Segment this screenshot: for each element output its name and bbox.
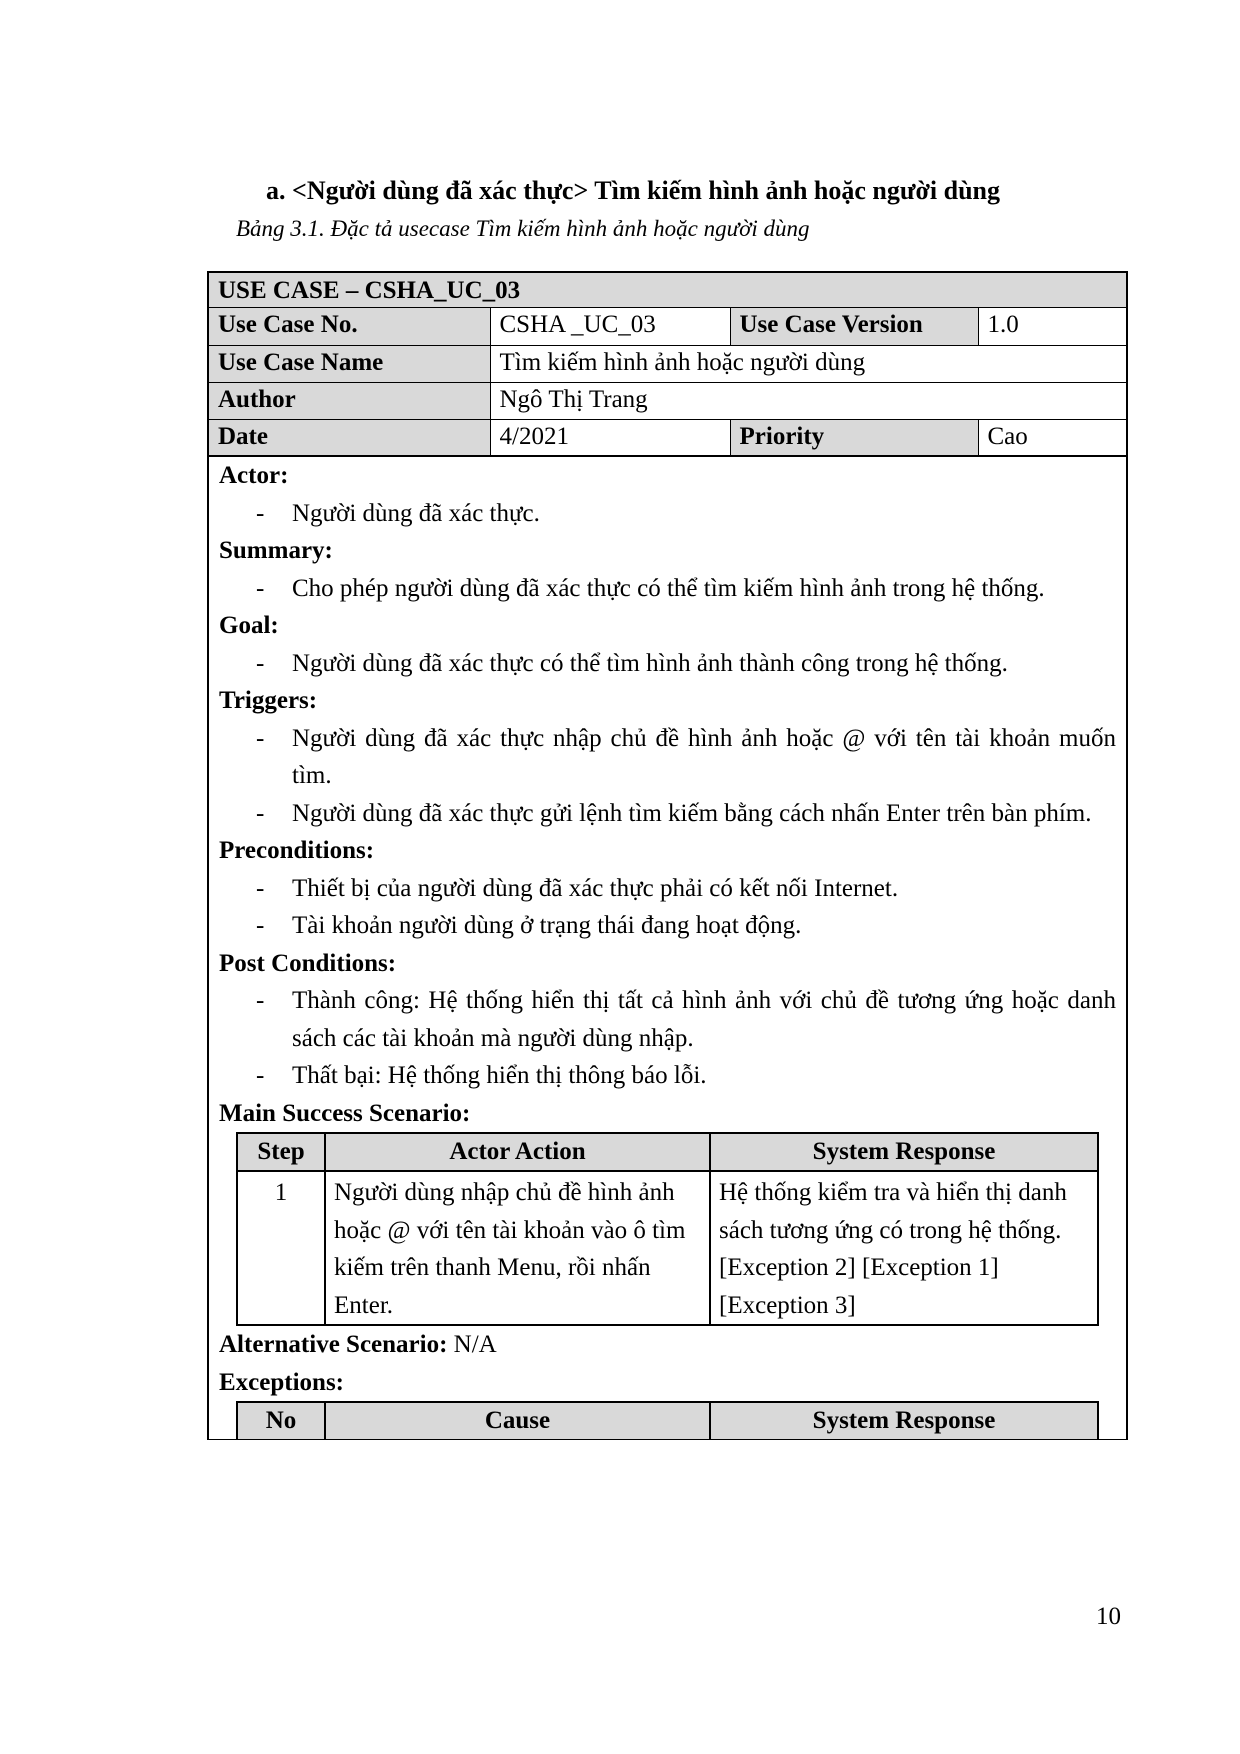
column-header: Step <box>237 1133 325 1171</box>
date-value: 4/2021 <box>490 419 730 456</box>
column-header: Cause <box>325 1402 710 1439</box>
column-header: System Response <box>710 1133 1098 1171</box>
use-case-body <box>209 457 1126 1439</box>
use-case-info-table <box>209 308 1126 457</box>
triggers-title: Triggers: <box>219 687 318 714</box>
system-response-text: Hệ thống kiểm tra và hiển thị danh sách tương ứng có trong hệ thống. <box>719 1179 1067 1244</box>
actor-action-cell: Người dùng nhập chủ đề hình ảnh hoặc @ với tên tài khoản vào ô tìm kiếm trên thanh Menu, rồi nhấn Enter. <box>325 1171 710 1325</box>
table-caption: Bảng 3.1. Đặc tả usecase Tìm kiếm hình ảnh hoặc người dùng <box>236 216 810 241</box>
list-item: - Thiết bị của người dùng đã xác thực phải có kết nối Internet. <box>219 870 1116 908</box>
goal-title: Goal: <box>219 612 279 639</box>
table-row <box>209 308 1126 345</box>
exceptions-table <box>236 1401 1099 1439</box>
page-number: 10 <box>1096 1603 1121 1630</box>
summary-list <box>219 570 1116 608</box>
goal-list <box>219 645 1116 683</box>
alternative-scenario <box>219 1326 1116 1364</box>
column-header: System Response <box>710 1402 1098 1439</box>
actor-title: Actor: <box>219 462 289 489</box>
use-case-version-value: 1.0 <box>978 308 1126 345</box>
post-conditions-title: Post Conditions: <box>219 949 397 977</box>
main-scenario-table <box>236 1132 1099 1326</box>
author-value: Ngô Thị Trang <box>490 382 1126 419</box>
alternative-label: Alternative Scenario: <box>219 1331 448 1358</box>
priority-label: Priority <box>730 419 978 456</box>
list-item: - Cho phép người dùng đã xác thực có thể tìm kiếm hình ảnh trong hệ thống. <box>219 570 1116 608</box>
table-header-row <box>237 1402 1098 1439</box>
list-item: - Tài khoản người dùng ở trạng thái đang hoạt động. <box>219 907 1116 945</box>
actor-list <box>219 495 1116 533</box>
table-header-row <box>237 1133 1098 1171</box>
column-header: No <box>237 1402 325 1439</box>
preconditions-list <box>219 870 1116 945</box>
column-header: Actor Action <box>325 1133 710 1171</box>
system-response-cell <box>710 1171 1098 1325</box>
step-cell: 1 <box>237 1171 325 1325</box>
list-item: - Thành công: Hệ thống hiển thị tất cả hình ảnh với chủ đề tương ứng hoặc danh sách các tài khoản mà người dùng nhập. <box>219 982 1116 1057</box>
table-row <box>209 419 1126 456</box>
summary-title: Summary: <box>219 537 333 564</box>
use-case-no-label: Use Case No. <box>209 308 490 345</box>
author-label: Author <box>209 382 490 419</box>
priority-value: Cao <box>978 419 1126 456</box>
main-scenario-title: Main Success Scenario: <box>219 1099 471 1127</box>
triggers-list <box>219 720 1116 833</box>
section-heading: a. <Người dùng đã xác thực> Tìm kiếm hình ảnh hoặc người dùng <box>266 176 1000 205</box>
date-label: Date <box>209 419 490 456</box>
list-item: - Người dùng đã xác thực nhập chủ đề hình ảnh hoặc @ với tên tài khoản muốn tìm. <box>219 720 1116 795</box>
list-item: - Thất bại: Hệ thống hiển thị thông báo lỗi. <box>219 1057 1116 1095</box>
table-row <box>237 1171 1098 1325</box>
alternative-value: N/A <box>447 1331 497 1358</box>
use-case-header: USE CASE – CSHA_UC_03 <box>209 271 1126 308</box>
table-row <box>209 345 1126 382</box>
preconditions-title: Preconditions: <box>219 837 375 864</box>
use-case-no-value: CSHA _UC_03 <box>490 308 730 345</box>
exception-refs: [Exception 3] <box>719 1291 856 1319</box>
use-case-table <box>207 271 1128 1440</box>
table-row <box>209 382 1126 419</box>
exceptions-title: Exceptions: <box>219 1368 344 1396</box>
list-item: - Người dùng đã xác thực gửi lệnh tìm kiếm bằng cách nhấn Enter trên bàn phím. <box>219 795 1116 833</box>
use-case-version-label: Use Case Version <box>730 308 978 345</box>
list-item: - Người dùng đã xác thực có thể tìm hình ảnh thành công trong hệ thống. <box>219 645 1116 683</box>
list-item: - Người dùng đã xác thực. <box>219 495 1116 533</box>
post-conditions-list <box>219 982 1116 1095</box>
use-case-name-label: Use Case Name <box>209 345 490 382</box>
use-case-name-value: Tìm kiếm hình ảnh hoặc người dùng <box>490 345 1126 382</box>
exception-refs: [Exception 2] [Exception 1] <box>719 1254 999 1281</box>
